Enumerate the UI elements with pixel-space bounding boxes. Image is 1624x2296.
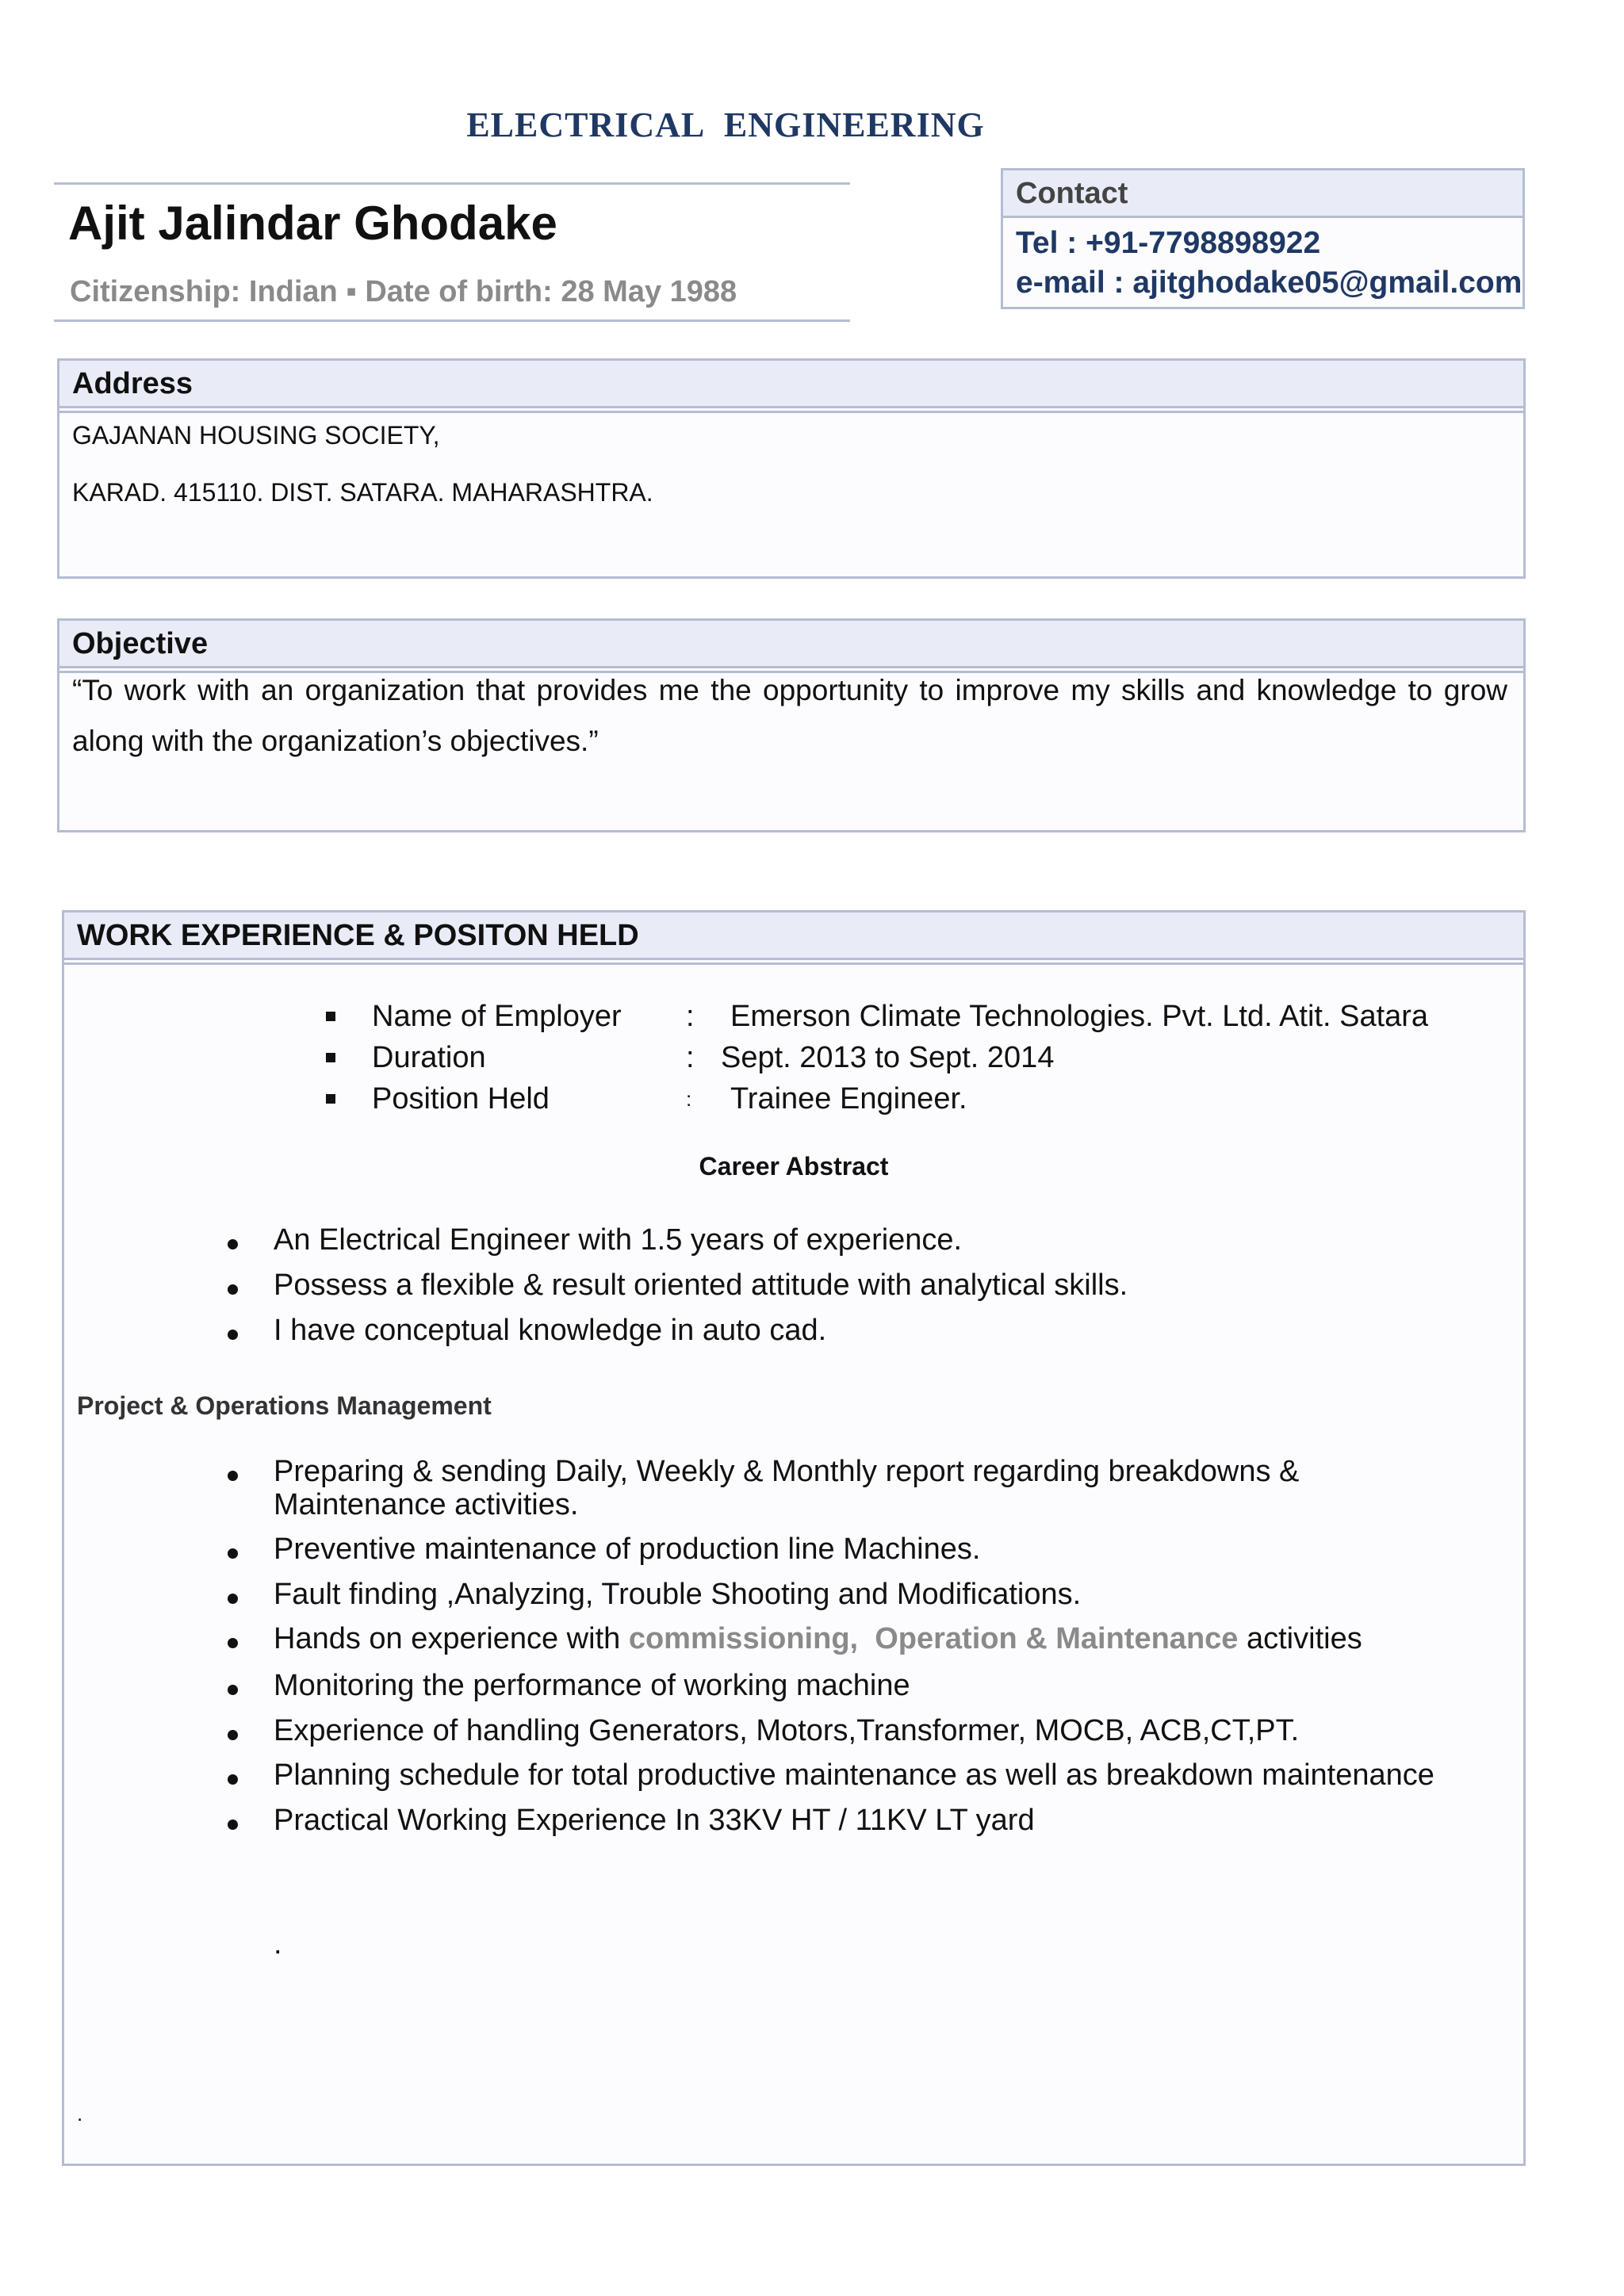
contact-tel: Tel : +91-7798898922 (1016, 226, 1321, 260)
project-item-1-line-2: Maintenance activities. (274, 1488, 579, 1521)
square-bullet (326, 1094, 335, 1104)
position-value: Trainee Engineer. (730, 1082, 967, 1115)
address-section (57, 358, 1526, 579)
objective-heading: Objective (72, 627, 209, 660)
project-item-4-highlight-2: Operation & Maintenance (875, 1622, 1239, 1655)
work-heading-bar (64, 913, 1523, 960)
position-label: Position Held (372, 1082, 550, 1115)
bullet-dot (228, 1685, 238, 1695)
project-item-1-line-1: Preparing & sending Daily, Weekly & Monthly report regarding breakdowns & (274, 1455, 1300, 1488)
address-heading: Address (72, 367, 193, 400)
project-item-4-highlight-1: commissioning, (628, 1622, 859, 1655)
project-item-4-suffix: activities (1238, 1622, 1362, 1655)
project-item-4 (274, 1622, 1362, 1656)
contact-heading-bar (1003, 170, 1522, 218)
bullet-dot (228, 1471, 238, 1481)
bullet-dot (228, 1774, 238, 1785)
career-item-2: Possess a flexible & result oriented attitude with analytical skills. (274, 1269, 1128, 1302)
employer-label: Name of Employer (372, 1000, 622, 1033)
project-heading: Project & Operations Management (77, 1391, 492, 1420)
address-heading-bar (59, 361, 1523, 408)
bullet-dot (228, 1284, 238, 1295)
address-line-2: KARAD. 415110. DIST. SATARA. MAHARASHTRA. (72, 478, 653, 507)
candidate-name: Ajit Jalindar Ghodake (68, 197, 557, 250)
work-heading: WORK EXPERIENCE & POSITON HELD (77, 919, 639, 952)
bullet-dot (228, 1820, 238, 1830)
duration-value: Sept. 2013 to Sept. 2014 (721, 1041, 1055, 1074)
citizenship-line: Citizenship: Indian ▪ Date of birth: 28 May 1988 (70, 275, 737, 308)
objective-section (57, 618, 1526, 832)
trailing-dot-2: . (77, 2102, 83, 2126)
objective-text: “To work with an organization that provides me the opportunity to improve my skills and knowledge to grow along with the organization’s objectives.” (72, 674, 1507, 757)
duration-sep: : (686, 1041, 695, 1074)
career-item-1: An Electrical Engineer with 1.5 years of experience. (274, 1223, 963, 1257)
position-sep: : (686, 1087, 692, 1111)
project-item-5: Monitoring the performance of working machine (274, 1669, 910, 1702)
employer-value: Emerson Climate Technologies. Pvt. Ltd. Atit. Satara (730, 1000, 1429, 1033)
bullet-dot (228, 1638, 238, 1648)
contact-box (1001, 168, 1525, 309)
document-title: ELECTRICAL ENGINEERING (466, 105, 985, 144)
name-block (54, 182, 850, 322)
bullet-dot (228, 1239, 238, 1249)
project-item-7: Planning schedule for total productive maintenance as well as breakdown maintenance (274, 1758, 1434, 1792)
contact-heading: Contact (1016, 177, 1128, 210)
bullet-dot (228, 1548, 238, 1559)
trailing-dot-1: . (274, 1927, 282, 1961)
address-line-1: GAJANAN HOUSING SOCIETY, (72, 421, 440, 450)
objective-heading-bar (59, 621, 1523, 668)
project-item-2: Preventive maintenance of production line Machines. (274, 1533, 981, 1566)
square-bullet (326, 1053, 335, 1062)
work-experience-section (62, 910, 1526, 2166)
employer-sep: : (686, 1000, 695, 1033)
career-item-3: I have conceptual knowledge in auto cad. (274, 1314, 827, 1347)
square-bullet (326, 1012, 335, 1021)
project-item-3: Fault finding ,Analyzing, Trouble Shooting and Modifications. (274, 1578, 1082, 1611)
contact-email: e-mail : ajitghodake05@gmail.com (1016, 266, 1522, 300)
career-abstract-heading: Career Abstract (699, 1152, 889, 1181)
duration-label: Duration (372, 1041, 486, 1074)
project-item-6: Experience of handling Generators, Motors,Transformer, MOCB, ACB,CT,PT. (274, 1714, 1300, 1747)
project-item-4-prefix: Hands on experience with (274, 1622, 629, 1655)
bullet-dot (228, 1594, 238, 1604)
project-item-8: Practical Working Experience In 33KV HT / 11KV LT yard (274, 1804, 1035, 1837)
bullet-dot (228, 1730, 238, 1740)
bullet-dot (228, 1330, 238, 1340)
